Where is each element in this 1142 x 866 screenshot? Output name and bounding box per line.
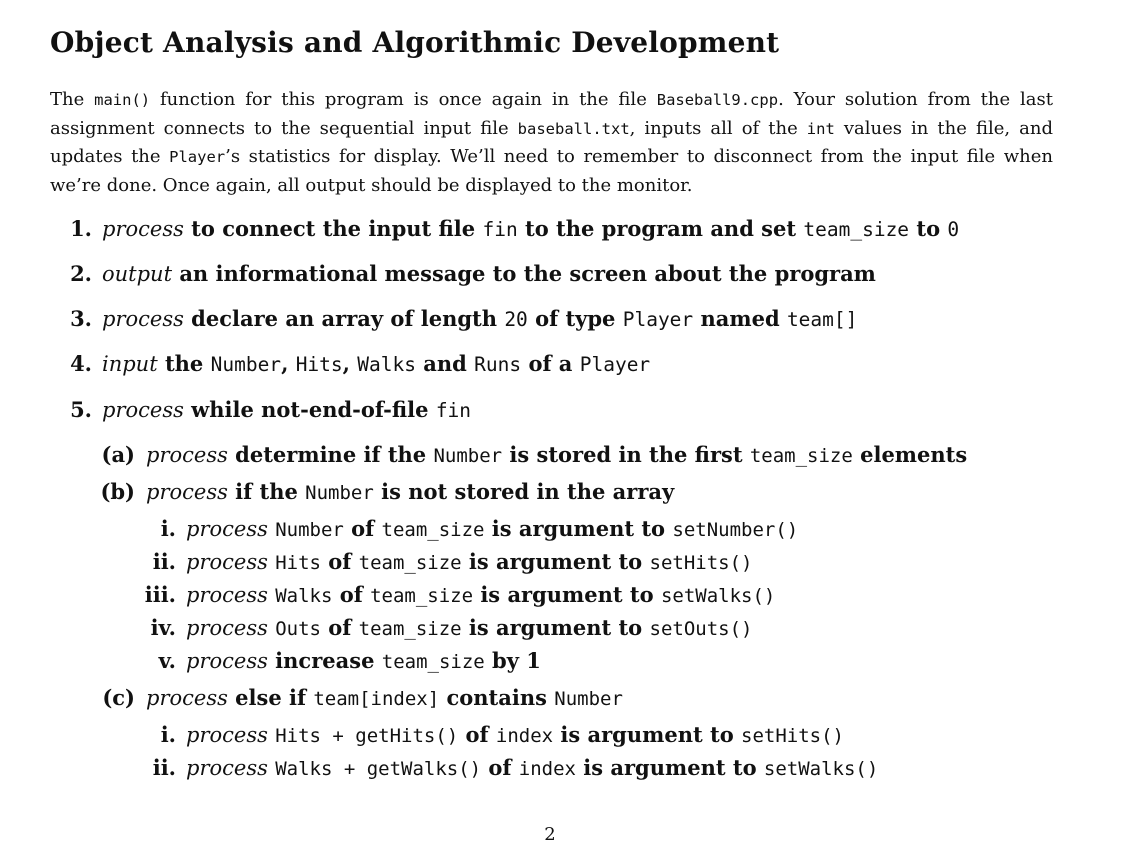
item-label: v. (158, 648, 176, 673)
substep-label: (c) (102, 685, 135, 710)
step-number: 4. (70, 351, 92, 376)
step-number: 1. (70, 216, 92, 241)
item-label: iv. (150, 615, 176, 640)
section-heading: Object Analysis and Algorithmic Development (50, 26, 780, 59)
item-label: ii. (152, 755, 176, 780)
substep-label: (a) (101, 442, 135, 467)
item-label: iii. (144, 582, 176, 607)
step-number: 2. (70, 261, 92, 286)
substep-label: (b) (100, 479, 135, 504)
page-number: 2 (544, 824, 556, 845)
item-label: i. (160, 516, 176, 541)
item-label: i. (160, 722, 176, 747)
step-number: 5. (70, 397, 92, 422)
item-label: ii. (152, 549, 176, 574)
step-number: 3. (70, 306, 92, 331)
intro-paragraph: The main() function for this program is once again in the file Baseball9.cpp. Your solution from the last assignment connects to the sequential input file baseball.txt, inputs all of the int values in the file, and updates the Player’s statistics for display. We’ll need to remember to disconnect from the input file when we’re done. Once again, all output should be displayed to the monitor. (50, 89, 1053, 196)
